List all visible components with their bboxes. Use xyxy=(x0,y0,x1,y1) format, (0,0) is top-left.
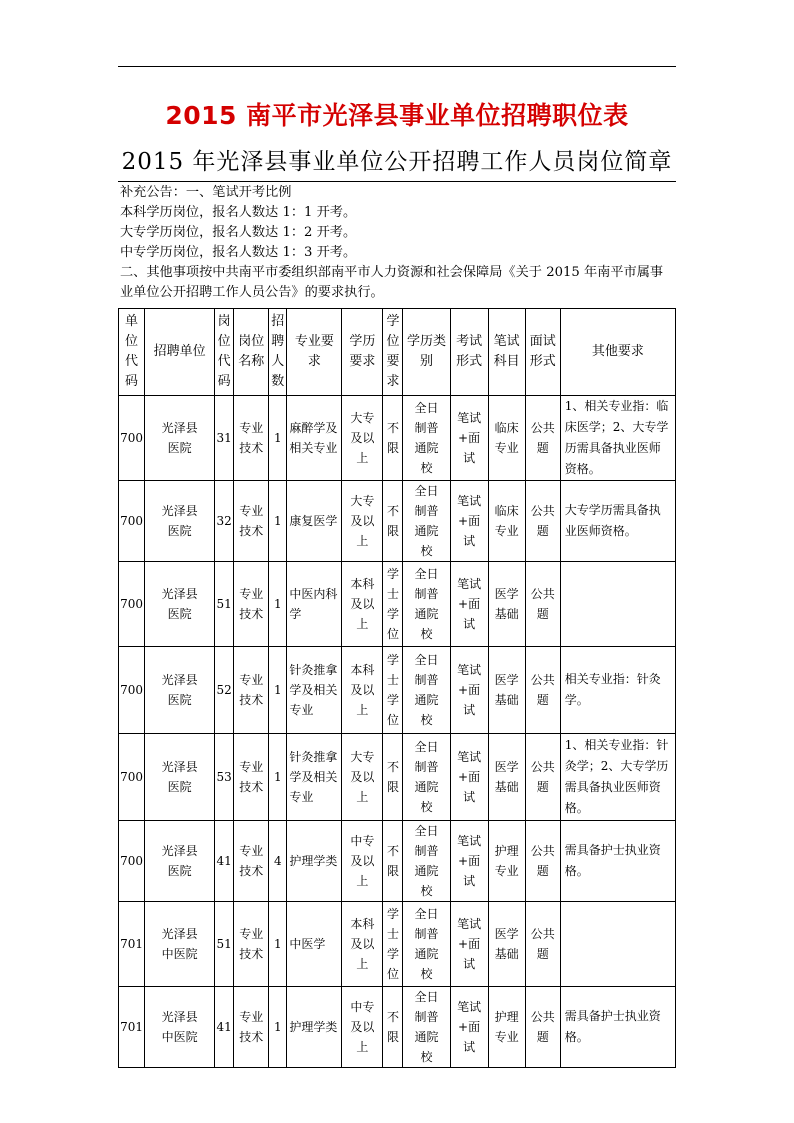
cell-quota: 4 xyxy=(269,821,287,902)
cell-interview: 公共题 xyxy=(525,481,560,562)
cell-post-code: 53 xyxy=(215,734,234,821)
cell-degree: 学士学位 xyxy=(383,562,403,647)
cell-exam: 笔试+面试 xyxy=(450,562,488,647)
cell-post-name: 专业技术 xyxy=(234,821,269,902)
cell-degree: 不限 xyxy=(383,821,403,902)
header-post-name: 岗位名称 xyxy=(234,309,269,396)
header-unit: 招聘单位 xyxy=(145,309,215,396)
table-row xyxy=(119,647,676,734)
cell-quota: 1 xyxy=(269,481,287,562)
cell-post-name: 专业技术 xyxy=(234,647,269,734)
header-post-code: 岗位代码 xyxy=(215,309,234,396)
cell-exam: 笔试+面试 xyxy=(450,396,488,481)
cell-other: 大专学历需具备执业医师资格。 xyxy=(560,481,675,562)
cell-education: 大专及以上 xyxy=(342,481,383,562)
table-row xyxy=(119,562,676,647)
cell-post-code: 41 xyxy=(215,987,234,1068)
cell-post-code: 31 xyxy=(215,396,234,481)
cell-exam: 笔试+面试 xyxy=(450,902,488,987)
cell-quota: 1 xyxy=(269,396,287,481)
cell-written: 临床专业 xyxy=(488,481,525,562)
cell-education: 中专及以上 xyxy=(342,821,383,902)
cell-interview: 公共题 xyxy=(525,734,560,821)
cell-interview: 公共题 xyxy=(525,396,560,481)
notice-line: 本科学历岗位，报名人数达 1：1 开考。 xyxy=(120,205,357,220)
cell-education: 本科及以上 xyxy=(342,647,383,734)
cell-unit-code: 700 xyxy=(119,562,145,647)
cell-written: 临床专业 xyxy=(488,396,525,481)
top-divider xyxy=(118,66,676,67)
cell-other: 相关专业指：针灸学。 xyxy=(560,647,675,734)
cell-exam: 笔试+面试 xyxy=(450,821,488,902)
table-row xyxy=(119,821,676,902)
cell-written: 护理专业 xyxy=(488,987,525,1068)
cell-unit: 光泽县中医院 xyxy=(145,902,215,987)
cell-unit-code: 700 xyxy=(119,481,145,562)
table-row xyxy=(119,481,676,562)
cell-interview: 公共题 xyxy=(525,562,560,647)
cell-edu-type: 全日制普通院校 xyxy=(403,902,450,987)
notice-line: 中专学历岗位，报名人数达 1：3 开考。 xyxy=(120,245,357,260)
cell-post-code: 52 xyxy=(215,647,234,734)
cell-education: 本科及以上 xyxy=(342,562,383,647)
cell-other xyxy=(560,902,675,987)
cell-post-code: 51 xyxy=(215,902,234,987)
cell-degree: 不限 xyxy=(383,396,403,481)
header-written: 笔试科目 xyxy=(488,309,525,396)
cell-edu-type: 全日制普通院校 xyxy=(403,734,450,821)
header-degree: 学位要求 xyxy=(383,309,403,396)
cell-other: 1、相关专业指：针灸学；2、大专学历需具备执业医师资格。 xyxy=(560,734,675,821)
cell-quota: 1 xyxy=(269,734,287,821)
cell-edu-type: 全日制普通院校 xyxy=(403,481,450,562)
cell-written: 医学基础 xyxy=(488,562,525,647)
header-other: 其他要求 xyxy=(560,309,675,396)
cell-other: 1、相关专业指：临床医学；2、大专学历需具备执业医师资格。 xyxy=(560,396,675,481)
cell-major: 针灸推拿学及相关专业 xyxy=(287,647,342,734)
cell-quota: 1 xyxy=(269,902,287,987)
cell-exam: 笔试+面试 xyxy=(450,987,488,1068)
cell-major: 针灸推拿学及相关专业 xyxy=(287,734,342,821)
subtitle-divider xyxy=(118,181,676,182)
cell-unit: 光泽县医院 xyxy=(145,481,215,562)
cell-post-code: 32 xyxy=(215,481,234,562)
cell-quota: 1 xyxy=(269,987,287,1068)
cell-quota: 1 xyxy=(269,562,287,647)
cell-exam: 笔试+面试 xyxy=(450,647,488,734)
notice-line: 补充公告：一、笔试开考比例 xyxy=(120,185,292,200)
cell-exam: 笔试+面试 xyxy=(450,481,488,562)
cell-post-name: 专业技术 xyxy=(234,562,269,647)
header-major: 专业要求 xyxy=(287,309,342,396)
cell-unit-code: 700 xyxy=(119,734,145,821)
cell-unit: 光泽县医院 xyxy=(145,821,215,902)
cell-unit: 光泽县医院 xyxy=(145,562,215,647)
table-row xyxy=(119,987,676,1068)
cell-post-name: 专业技术 xyxy=(234,987,269,1068)
cell-unit-code: 700 xyxy=(119,821,145,902)
table-row xyxy=(119,902,676,987)
cell-major: 中医内科学 xyxy=(287,562,342,647)
header-interview: 面试形式 xyxy=(525,309,560,396)
cell-other: 需具备护士执业资格。 xyxy=(560,987,675,1068)
cell-written: 医学基础 xyxy=(488,734,525,821)
supplementary-notice xyxy=(120,183,676,303)
cell-major: 中医学 xyxy=(287,902,342,987)
page-subtitle: 2015 年光泽县事业单位公开招聘工作人员岗位简章 xyxy=(121,149,673,175)
cell-post-name: 专业技术 xyxy=(234,734,269,821)
page-title: 2015 南平市光泽县事业单位招聘职位表 xyxy=(165,101,629,130)
cell-other xyxy=(560,562,675,647)
cell-major: 康复医学 xyxy=(287,481,342,562)
cell-interview: 公共题 xyxy=(525,902,560,987)
cell-edu-type: 全日制普通院校 xyxy=(403,396,450,481)
cell-unit-code: 700 xyxy=(119,396,145,481)
cell-edu-type: 全日制普通院校 xyxy=(403,647,450,734)
cell-unit: 光泽县中医院 xyxy=(145,987,215,1068)
cell-major: 麻醉学及相关专业 xyxy=(287,396,342,481)
cell-written: 医学基础 xyxy=(488,647,525,734)
cell-post-code: 41 xyxy=(215,821,234,902)
notice-line: 大专学历岗位，报名人数达 1：2 开考。 xyxy=(120,225,357,240)
cell-unit: 光泽县医院 xyxy=(145,396,215,481)
table-row xyxy=(119,734,676,821)
cell-written: 护理专业 xyxy=(488,821,525,902)
cell-unit-code: 701 xyxy=(119,987,145,1068)
cell-quota: 1 xyxy=(269,647,287,734)
cell-education: 本科及以上 xyxy=(342,902,383,987)
header-exam: 考试形式 xyxy=(450,309,488,396)
table-header-row xyxy=(119,309,676,396)
cell-degree: 学士学位 xyxy=(383,647,403,734)
cell-degree: 不限 xyxy=(383,987,403,1068)
cell-major: 护理学类 xyxy=(287,987,342,1068)
cell-unit: 光泽县医院 xyxy=(145,647,215,734)
cell-education: 大专及以上 xyxy=(342,396,383,481)
cell-post-code: 51 xyxy=(215,562,234,647)
cell-unit: 光泽县医院 xyxy=(145,734,215,821)
cell-other: 需具备护士执业资格。 xyxy=(560,821,675,902)
cell-post-name: 专业技术 xyxy=(234,396,269,481)
cell-written: 医学基础 xyxy=(488,902,525,987)
cell-post-name: 专业技术 xyxy=(234,902,269,987)
cell-degree: 不限 xyxy=(383,481,403,562)
header-unit-code: 单位代码 xyxy=(119,309,145,396)
cell-education: 中专及以上 xyxy=(342,987,383,1068)
cell-degree: 不限 xyxy=(383,734,403,821)
header-quota: 招聘人数 xyxy=(269,309,287,396)
cell-exam: 笔试+面试 xyxy=(450,734,488,821)
cell-edu-type: 全日制普通院校 xyxy=(403,821,450,902)
cell-unit-code: 701 xyxy=(119,902,145,987)
header-education: 学历要求 xyxy=(342,309,383,396)
cell-interview: 公共题 xyxy=(525,987,560,1068)
cell-degree: 学士学位 xyxy=(383,902,403,987)
notice-line: 二、其他事项按中共南平市委组织部南平市人力资源和社会保障局《关于 2015 年南平市属事业单位公开招聘工作人员公告》的要求执行。 xyxy=(120,265,664,300)
cell-post-name: 专业技术 xyxy=(234,481,269,562)
cell-unit-code: 700 xyxy=(119,647,145,734)
cell-interview: 公共题 xyxy=(525,647,560,734)
header-edu-type: 学历类别 xyxy=(403,309,450,396)
cell-major: 护理学类 xyxy=(287,821,342,902)
cell-edu-type: 全日制普通院校 xyxy=(403,562,450,647)
cell-education: 大专及以上 xyxy=(342,734,383,821)
job-table xyxy=(118,308,676,1068)
table-row xyxy=(119,396,676,481)
cell-interview: 公共题 xyxy=(525,821,560,902)
cell-edu-type: 全日制普通院校 xyxy=(403,987,450,1068)
